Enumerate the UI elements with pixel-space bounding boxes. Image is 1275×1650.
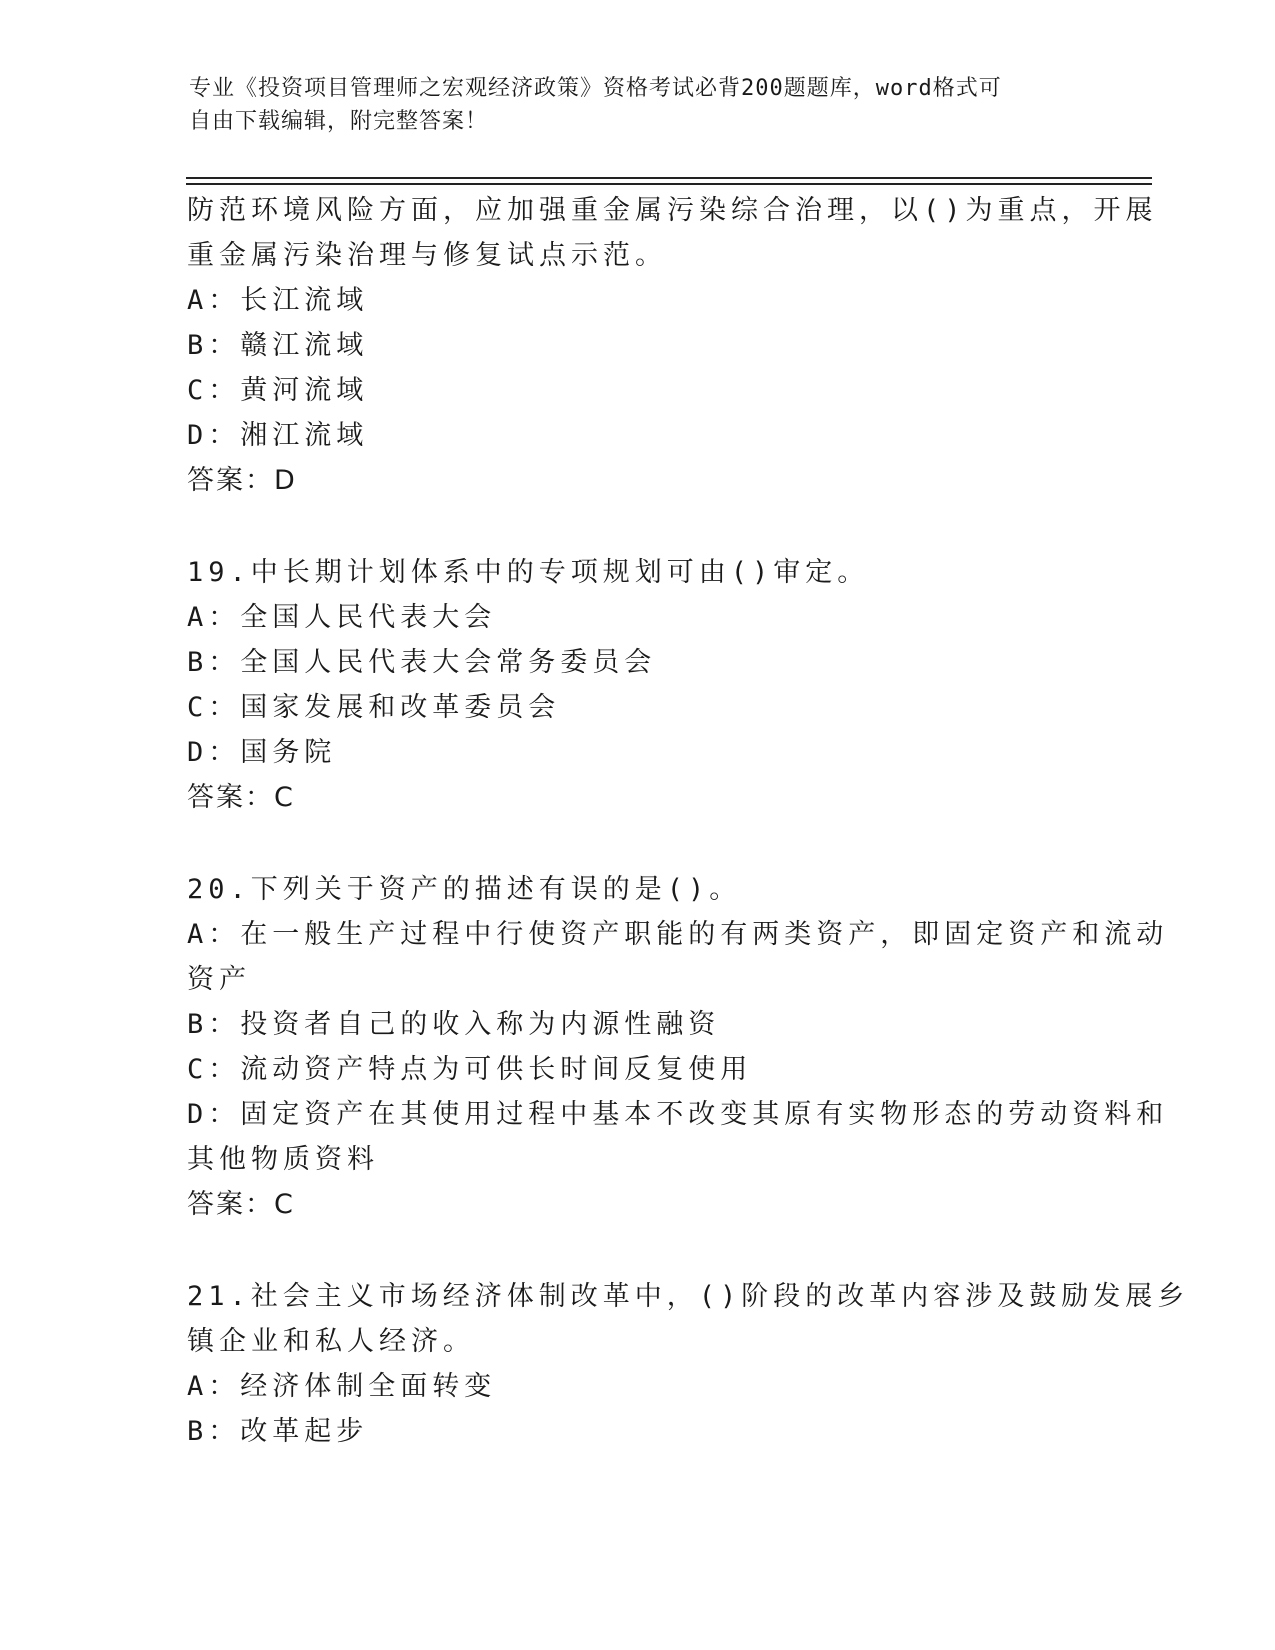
question-stem: 镇企业和私人经济。 xyxy=(187,1326,475,1357)
answer: 答案：C xyxy=(187,782,295,813)
question-20 xyxy=(187,867,1169,1227)
header-divider-bottom xyxy=(186,183,1152,185)
option-a: A：长江流域 xyxy=(187,285,369,316)
option-d: D：湘江流域 xyxy=(187,420,369,451)
option-a-continued: 资产 xyxy=(187,964,251,995)
option-a: A：经济体制全面转变 xyxy=(187,1371,497,1402)
option-d: D：国务院 xyxy=(187,737,337,768)
question-stem: 重金属污染治理与修复试点示范。 xyxy=(187,240,667,271)
option-d-continued: 其他物质资料 xyxy=(187,1144,379,1175)
question-list xyxy=(187,188,1190,1454)
question-18 xyxy=(187,188,1158,503)
header-line-2: 自由下载编辑，附完整答案！ xyxy=(189,109,489,134)
question-stem: 19.中长期计划体系中的专项规划可由()审定。 xyxy=(187,557,870,588)
spacer xyxy=(187,820,1087,867)
answer: 答案：C xyxy=(187,1189,295,1220)
option-c: C：国家发展和改革委员会 xyxy=(187,692,561,723)
answer: 答案：D xyxy=(187,465,297,496)
option-d: D：固定资产在其使用过程中基本不改变其原有实物形态的劳动资料和 xyxy=(187,1099,1169,1130)
option-b: B：赣江流域 xyxy=(187,330,369,361)
document-header xyxy=(189,72,1089,138)
option-b: B：投资者自己的收入称为内源性融资 xyxy=(187,1009,721,1040)
option-a: A：在一般生产过程中行使资产职能的有两类资产，即固定资产和流动 xyxy=(187,919,1169,950)
option-a: A：全国人民代表大会 xyxy=(187,602,497,633)
question-19 xyxy=(187,550,1087,820)
spacer xyxy=(187,1227,1087,1274)
question-21 xyxy=(187,1274,1190,1454)
spacer xyxy=(187,503,1087,550)
header-line-1: 专业《投资项目管理师之宏观经济政策》资格考试必背200题题库，word格式可 xyxy=(189,76,1002,101)
option-b: B：全国人民代表大会常务委员会 xyxy=(187,647,657,678)
question-stem: 21.社会主义市场经济体制改革中，()阶段的改革内容涉及鼓励发展乡 xyxy=(187,1281,1190,1312)
question-stem: 防范环境风险方面，应加强重金属污染综合治理，以()为重点，开展 xyxy=(187,195,1158,226)
header-divider-top xyxy=(186,177,1152,179)
option-b: B：改革起步 xyxy=(187,1416,369,1447)
option-c: C：黄河流域 xyxy=(187,375,369,406)
question-stem: 20.下列关于资产的描述有误的是()。 xyxy=(187,874,742,905)
option-c: C：流动资产特点为可供长时间反复使用 xyxy=(187,1054,753,1085)
